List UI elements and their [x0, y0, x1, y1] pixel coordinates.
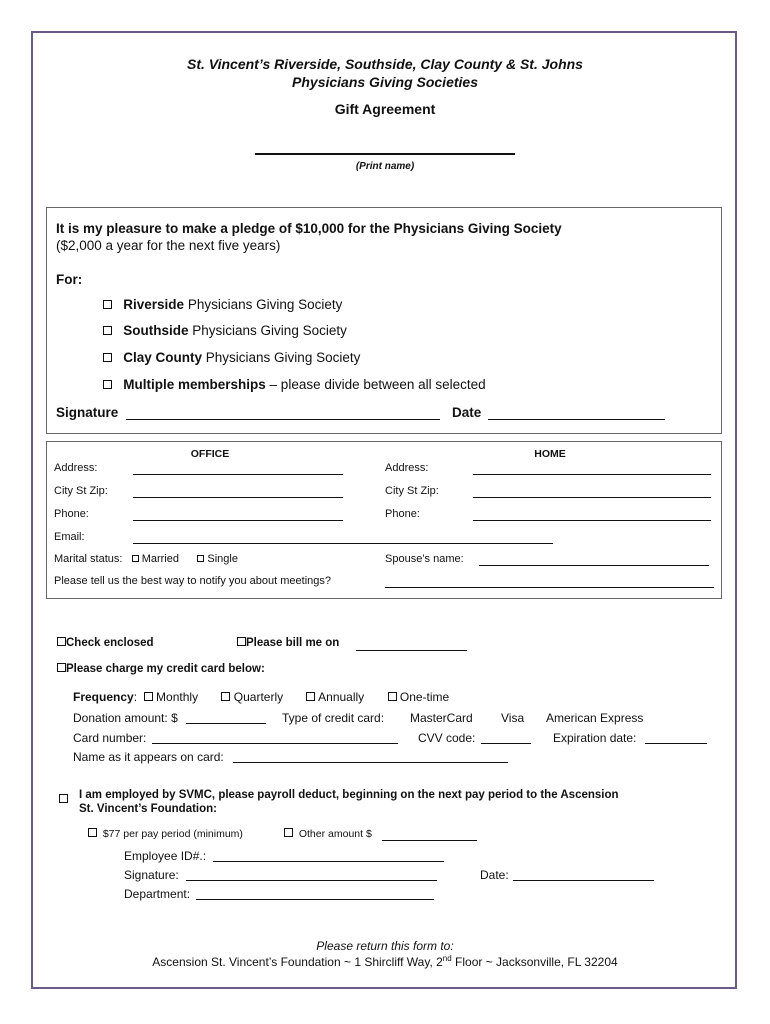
signature-label: Signature — [56, 405, 119, 420]
payroll-line1: I am employed by SVMC, please payroll deduct, beginning on the next pay period to the Ascension — [79, 789, 619, 801]
married-checkbox-icon[interactable] — [132, 555, 139, 562]
card-visa[interactable]: Visa — [501, 711, 525, 725]
other-amount-line[interactable] — [382, 840, 477, 841]
page-subtitle: Gift Agreement — [334, 101, 436, 117]
option-label-bold: Southside — [123, 323, 189, 338]
name-on-card-line[interactable] — [233, 762, 508, 763]
checkbox-icon[interactable] — [103, 326, 112, 335]
pledge-terms: ($2,000 a year for the next five years) — [56, 238, 281, 253]
annually-label: Annually — [318, 690, 365, 704]
checkbox-icon[interactable] — [103, 300, 112, 309]
office-header: OFFICE — [190, 448, 230, 460]
home-city-line[interactable] — [473, 497, 711, 498]
home-phone-label: Phone: — [385, 508, 420, 520]
home-header: HOME — [534, 448, 566, 460]
payroll-date-line[interactable] — [513, 880, 654, 881]
payroll-line2: St. Vincent’s Foundation: — [79, 803, 217, 815]
office-address-label: Address: — [54, 462, 98, 474]
bill-me-label: Please bill me on — [246, 637, 340, 649]
checkbox-icon[interactable] — [237, 637, 246, 646]
title-line2: Physicians Giving Societies — [292, 74, 478, 90]
marital-status — [54, 553, 238, 565]
option-77-label: $77 per pay period (minimum) — [102, 828, 243, 840]
quarterly-checkbox-icon[interactable] — [221, 692, 230, 701]
home-city-label: City St Zip: — [385, 485, 439, 497]
checkbox-icon[interactable] — [103, 353, 112, 362]
employee-id-line[interactable] — [213, 861, 444, 862]
card-number-label: Card number: — [73, 731, 147, 745]
home-phone-line[interactable] — [473, 520, 711, 521]
checkbox-icon[interactable] — [103, 380, 112, 389]
option-label: Physicians Giving Society — [202, 350, 361, 365]
print-name-line[interactable] — [255, 153, 515, 155]
option-label: Physicians Giving Society — [188, 323, 347, 338]
payroll-date-label: Date: — [480, 868, 509, 882]
cvv-label: CVV code: — [418, 731, 476, 745]
home-address-label: Address: — [385, 462, 429, 474]
one-time-checkbox-icon[interactable] — [388, 692, 397, 701]
date-label: Date — [452, 405, 482, 420]
expiration-label: Expiration date: — [553, 731, 637, 745]
card-number-line[interactable] — [152, 743, 398, 744]
donation-amount-label: Donation amount: $ — [73, 711, 178, 725]
multiple-option[interactable] — [103, 377, 486, 392]
department-label: Department: — [124, 887, 191, 901]
clay-county-option[interactable] — [103, 350, 360, 365]
return-instructions: Please return this form to: — [316, 939, 454, 953]
charge-card-label: Please charge my credit card below: — [66, 663, 265, 675]
email-label: Email: — [54, 531, 85, 543]
bill-me-option[interactable] — [237, 637, 339, 649]
date-line[interactable] — [488, 419, 665, 420]
southside-option[interactable] — [103, 323, 347, 338]
pledge-intro: It is my pleasure to make a pledge of $10,000 for the Physicians Giving Society — [56, 221, 562, 236]
expiration-line[interactable] — [645, 743, 707, 744]
checkbox-icon[interactable] — [88, 828, 97, 837]
option-label: Physicians Giving Society — [184, 297, 343, 312]
riverside-option[interactable] — [103, 297, 342, 312]
one-time-label: One-time — [399, 690, 450, 704]
for-label: For: — [56, 272, 83, 287]
spouse-line[interactable] — [479, 565, 709, 566]
email-line[interactable] — [133, 543, 553, 544]
option-label-bold: Multiple memberships — [123, 377, 266, 392]
checkbox-icon[interactable] — [284, 828, 293, 837]
return-address — [0, 954, 770, 969]
married-label: Married — [141, 553, 179, 565]
option-label: – please divide between all selected — [265, 377, 486, 392]
office-address-line[interactable] — [133, 474, 343, 475]
address-part2: Floor ~ Jacksonville, FL 32204 — [451, 955, 618, 969]
checkbox-icon[interactable] — [57, 663, 66, 672]
print-name-caption: (Print name) — [355, 161, 415, 172]
signature-line[interactable] — [126, 419, 440, 420]
payroll-signature-label: Signature: — [124, 868, 179, 882]
checkbox-icon[interactable] — [57, 637, 66, 646]
title-line1: St. Vincent’s Riverside, Southside, Clay County & St. Johns — [187, 56, 583, 72]
bill-date-line[interactable] — [356, 650, 467, 651]
department-line[interactable] — [196, 899, 434, 900]
annually-checkbox-icon[interactable] — [306, 692, 315, 701]
office-city-line[interactable] — [133, 497, 343, 498]
address-sup: nd — [442, 954, 452, 963]
frequency-row: Frequency: Monthly Quarterly Annually One-time — [73, 690, 450, 704]
check-enclosed-label: Check enclosed — [66, 637, 154, 649]
other-amount-label: Other amount $ — [298, 828, 372, 840]
payroll-checkbox-icon[interactable] — [59, 794, 68, 803]
office-city-label: City St Zip: — [54, 485, 108, 497]
frequency-label: Frequency — [73, 690, 134, 704]
address-part1: Ascension St. Vincent’s Foundation ~ 1 Shircliff Way, 2 — [152, 955, 443, 969]
option-label-bold: Clay County — [123, 350, 203, 365]
payroll-option-77[interactable] — [88, 828, 243, 840]
notify-label: Please tell us the best way to notify you about meetings? — [54, 575, 331, 587]
notify-line[interactable] — [385, 587, 714, 588]
card-mastercard[interactable]: MasterCard — [410, 711, 473, 725]
donation-amount-line[interactable] — [186, 723, 266, 724]
spouse-label: Spouse’s name: — [385, 553, 464, 565]
employee-id-label: Employee ID#.: — [124, 849, 207, 863]
home-address-line[interactable] — [473, 474, 711, 475]
monthly-label: Monthly — [156, 690, 199, 704]
marital-label: Marital status: — [54, 553, 123, 565]
payroll-signature-line[interactable] — [186, 880, 437, 881]
card-amex[interactable]: American Express — [546, 711, 644, 725]
check-enclosed-option[interactable] — [57, 637, 154, 649]
cvv-line[interactable] — [481, 743, 531, 744]
card-type-label: Type of credit card: — [282, 711, 385, 725]
charge-card-option[interactable] — [57, 663, 265, 675]
office-phone-line[interactable] — [133, 520, 343, 521]
option-label-bold: Riverside — [123, 297, 185, 312]
office-phone-label: Phone: — [54, 508, 89, 520]
quarterly-label: Quarterly — [233, 690, 284, 704]
single-checkbox-icon[interactable] — [197, 555, 204, 562]
payroll-option-other[interactable] — [284, 828, 372, 840]
name-on-card-label: Name as it appears on card: — [73, 750, 224, 764]
single-label: Single — [207, 553, 238, 565]
monthly-checkbox-icon[interactable] — [144, 692, 153, 701]
